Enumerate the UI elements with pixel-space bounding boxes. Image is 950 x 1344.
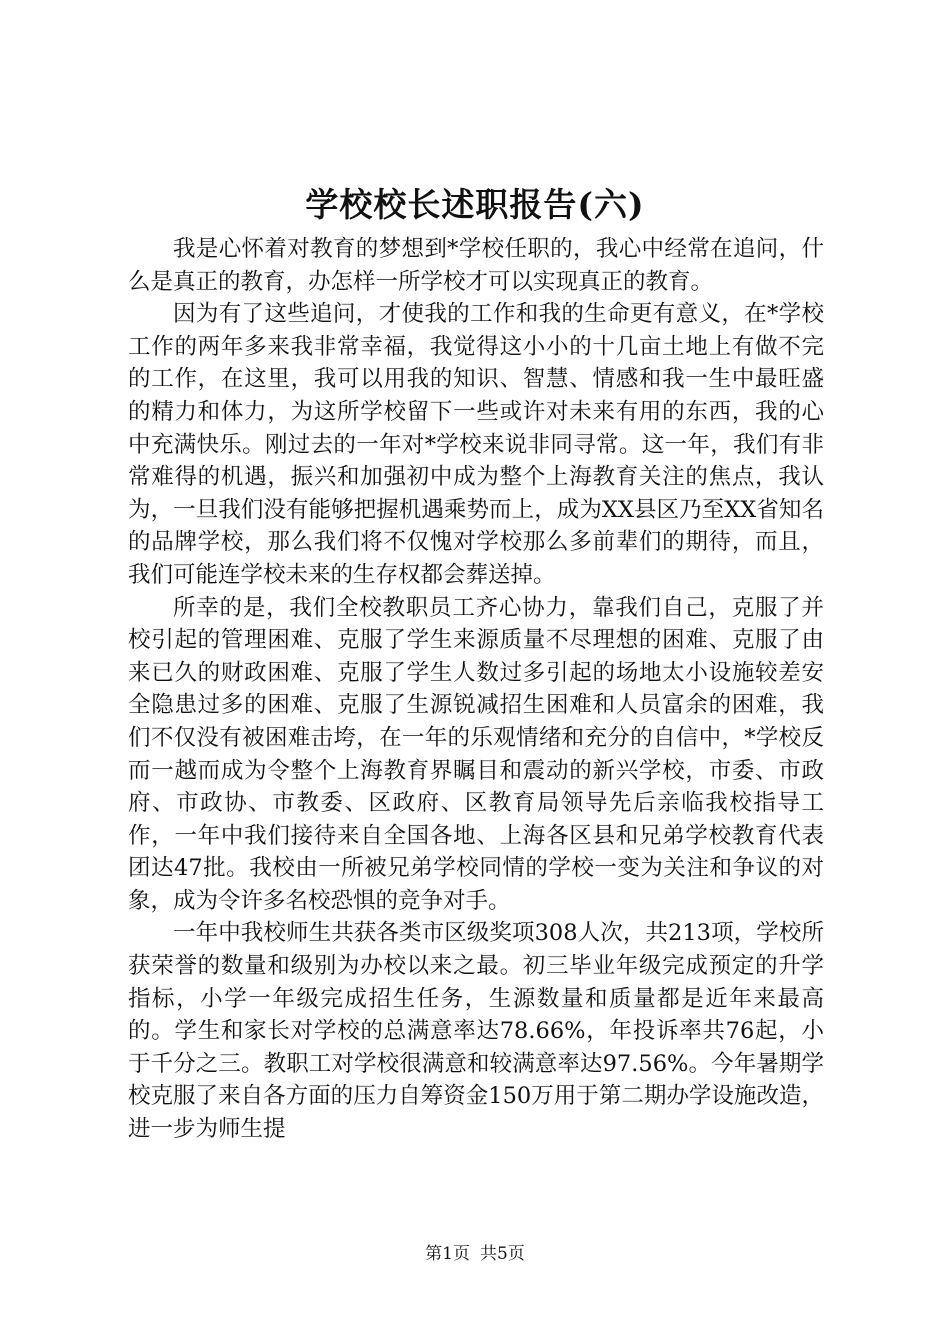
body-paragraph: 一年中我校师生共获各类市区级奖项308人次，共213项，学校所获荣誉的数量和级别为办校以来之最。初三毕业年级完成预定的升学指标，小学一年级完成招生任务，生源数量和质量都是近年来最高的。学生和家长对学校的总满意率达78.66%，年投诉率共76起，小于千分之三。教职工对学校很满意和较满意率达97.56%。今年暑期学校克服了来自各方面的压力自筹资金150万用于第二期办学设施改造，进一步为师生提 xyxy=(128,920,824,1143)
page-footer xyxy=(0,1243,950,1265)
page-number: 第1页 xyxy=(425,1244,470,1264)
body-paragraph: 我是心怀着对教育的梦想到*学校任职的，我心中经常在追问，什么是真正的教育，办怎样一所学校才可以实现真正的教育。 xyxy=(128,236,824,295)
body-paragraph: 所幸的是，我们全校教职员工齐心协力，靠我们自己，克服了并校引起的管理困难、克服了学生来源质量不尽理想的困难、克服了由来已久的财政困难、克服了学生人数过多引起的场地太小设施较差安全隐患过多的困难、克服了生源锐减招生困难和人员富余的困难，我们不仅没有被困难击垮，在一年的乐观情绪和充分的自信中，*学校反而一越而成为令整个上海教育界瞩目和震动的新兴学校，市委、市政府、市政协、市教委、区政府、区教育局领导先后亲临我校指导工作，一年中我们接待来自全国各地、上海各区县和兄弟学校教育代表团达47批。我校由一所被兄弟学校同情的学校一变为关注和争议的对象，成为令许多名校恐惧的竞争对手。 xyxy=(128,594,824,914)
document-title: 学校校长述职报告(六) xyxy=(305,185,645,224)
document-body xyxy=(128,233,824,1146)
body-paragraph: 因为有了这些追问，才使我的工作和我的生命更有意义，在*学校工作的两年多来我非常幸福，我觉得这小小的十几亩土地上有做不完的工作，在这里，我可以用我的知识、智慧、情感和我一生中最旺盛的精力和体力，为这所学校留下一些或许对未来有用的东西，我的心中充满快乐。刚过去的一年对*学校来说非同寻常。这一年，我们有非常难得的机遇，振兴和加强初中成为整个上海教育关注的焦点，我认为，一旦我们没有能够把握机遇乘势而上，成为XX县区乃至XX省知名的品牌学校，那么我们将不仅愧对学校那么多前辈们的期待，而且，我们可能连学校未来的生存权都会葬送掉。 xyxy=(128,301,824,588)
page-total: 共5页 xyxy=(480,1244,525,1264)
